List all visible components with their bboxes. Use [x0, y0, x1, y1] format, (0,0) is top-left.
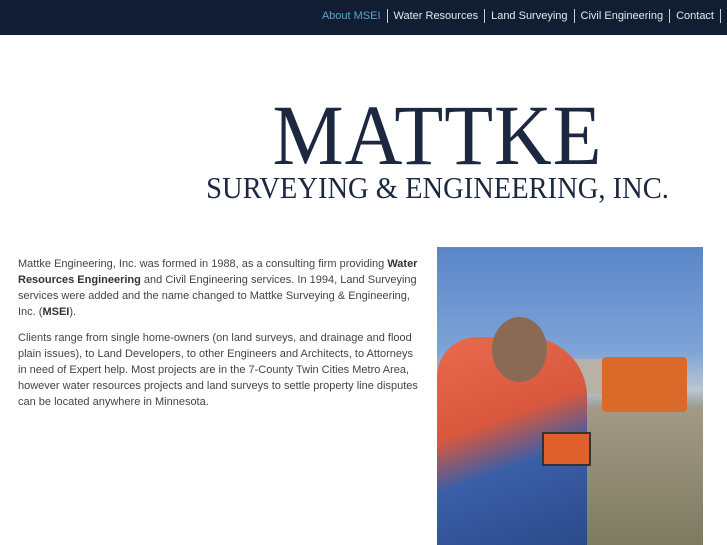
text: and Civil Engineering services. In 1994, Land Surveying services were added and the name changed to Mattke Surveying & Engineering, Inc. ( [18, 274, 417, 318]
main-nav [316, 9, 721, 23]
text: Mattke Engineering, Inc. was formed in 1988, as a consulting firm providing [18, 258, 388, 270]
company-logo [180, 87, 695, 205]
bold-text: MSEI [42, 306, 70, 318]
clients-paragraph: Clients range from single home-owners (on land surveys, and drainage and flood plain issues), to Land Developers, to other Engineers and Architects, to Attorneys in need of Expert help. Most projects are in the 7-County Twin Cities Metro Area, however water resources projects and land surveys to settle property line disputes can be located anywhere in Minnesota. [18, 332, 418, 408]
top-nav-bar [0, 0, 727, 35]
bold-text: Water Resources Engineering [18, 258, 418, 286]
nav-contact[interactable]: Contact [670, 9, 721, 23]
nav-land-surveying[interactable]: Land Surveying [485, 9, 574, 23]
nav-about-msei[interactable]: About MSEI [316, 9, 388, 23]
surveyor-photo [437, 247, 703, 545]
logo-name: MATTKE [272, 87, 603, 183]
about-text [18, 256, 418, 420]
intro-paragraph [18, 256, 418, 320]
nav-civil-engineering[interactable]: Civil Engineering [575, 9, 671, 23]
nav-water-resources[interactable]: Water Resources [388, 9, 486, 23]
text: ). [69, 306, 77, 318]
logo-subtitle: SURVEYING & ENGINEERING, INC. [206, 170, 669, 205]
